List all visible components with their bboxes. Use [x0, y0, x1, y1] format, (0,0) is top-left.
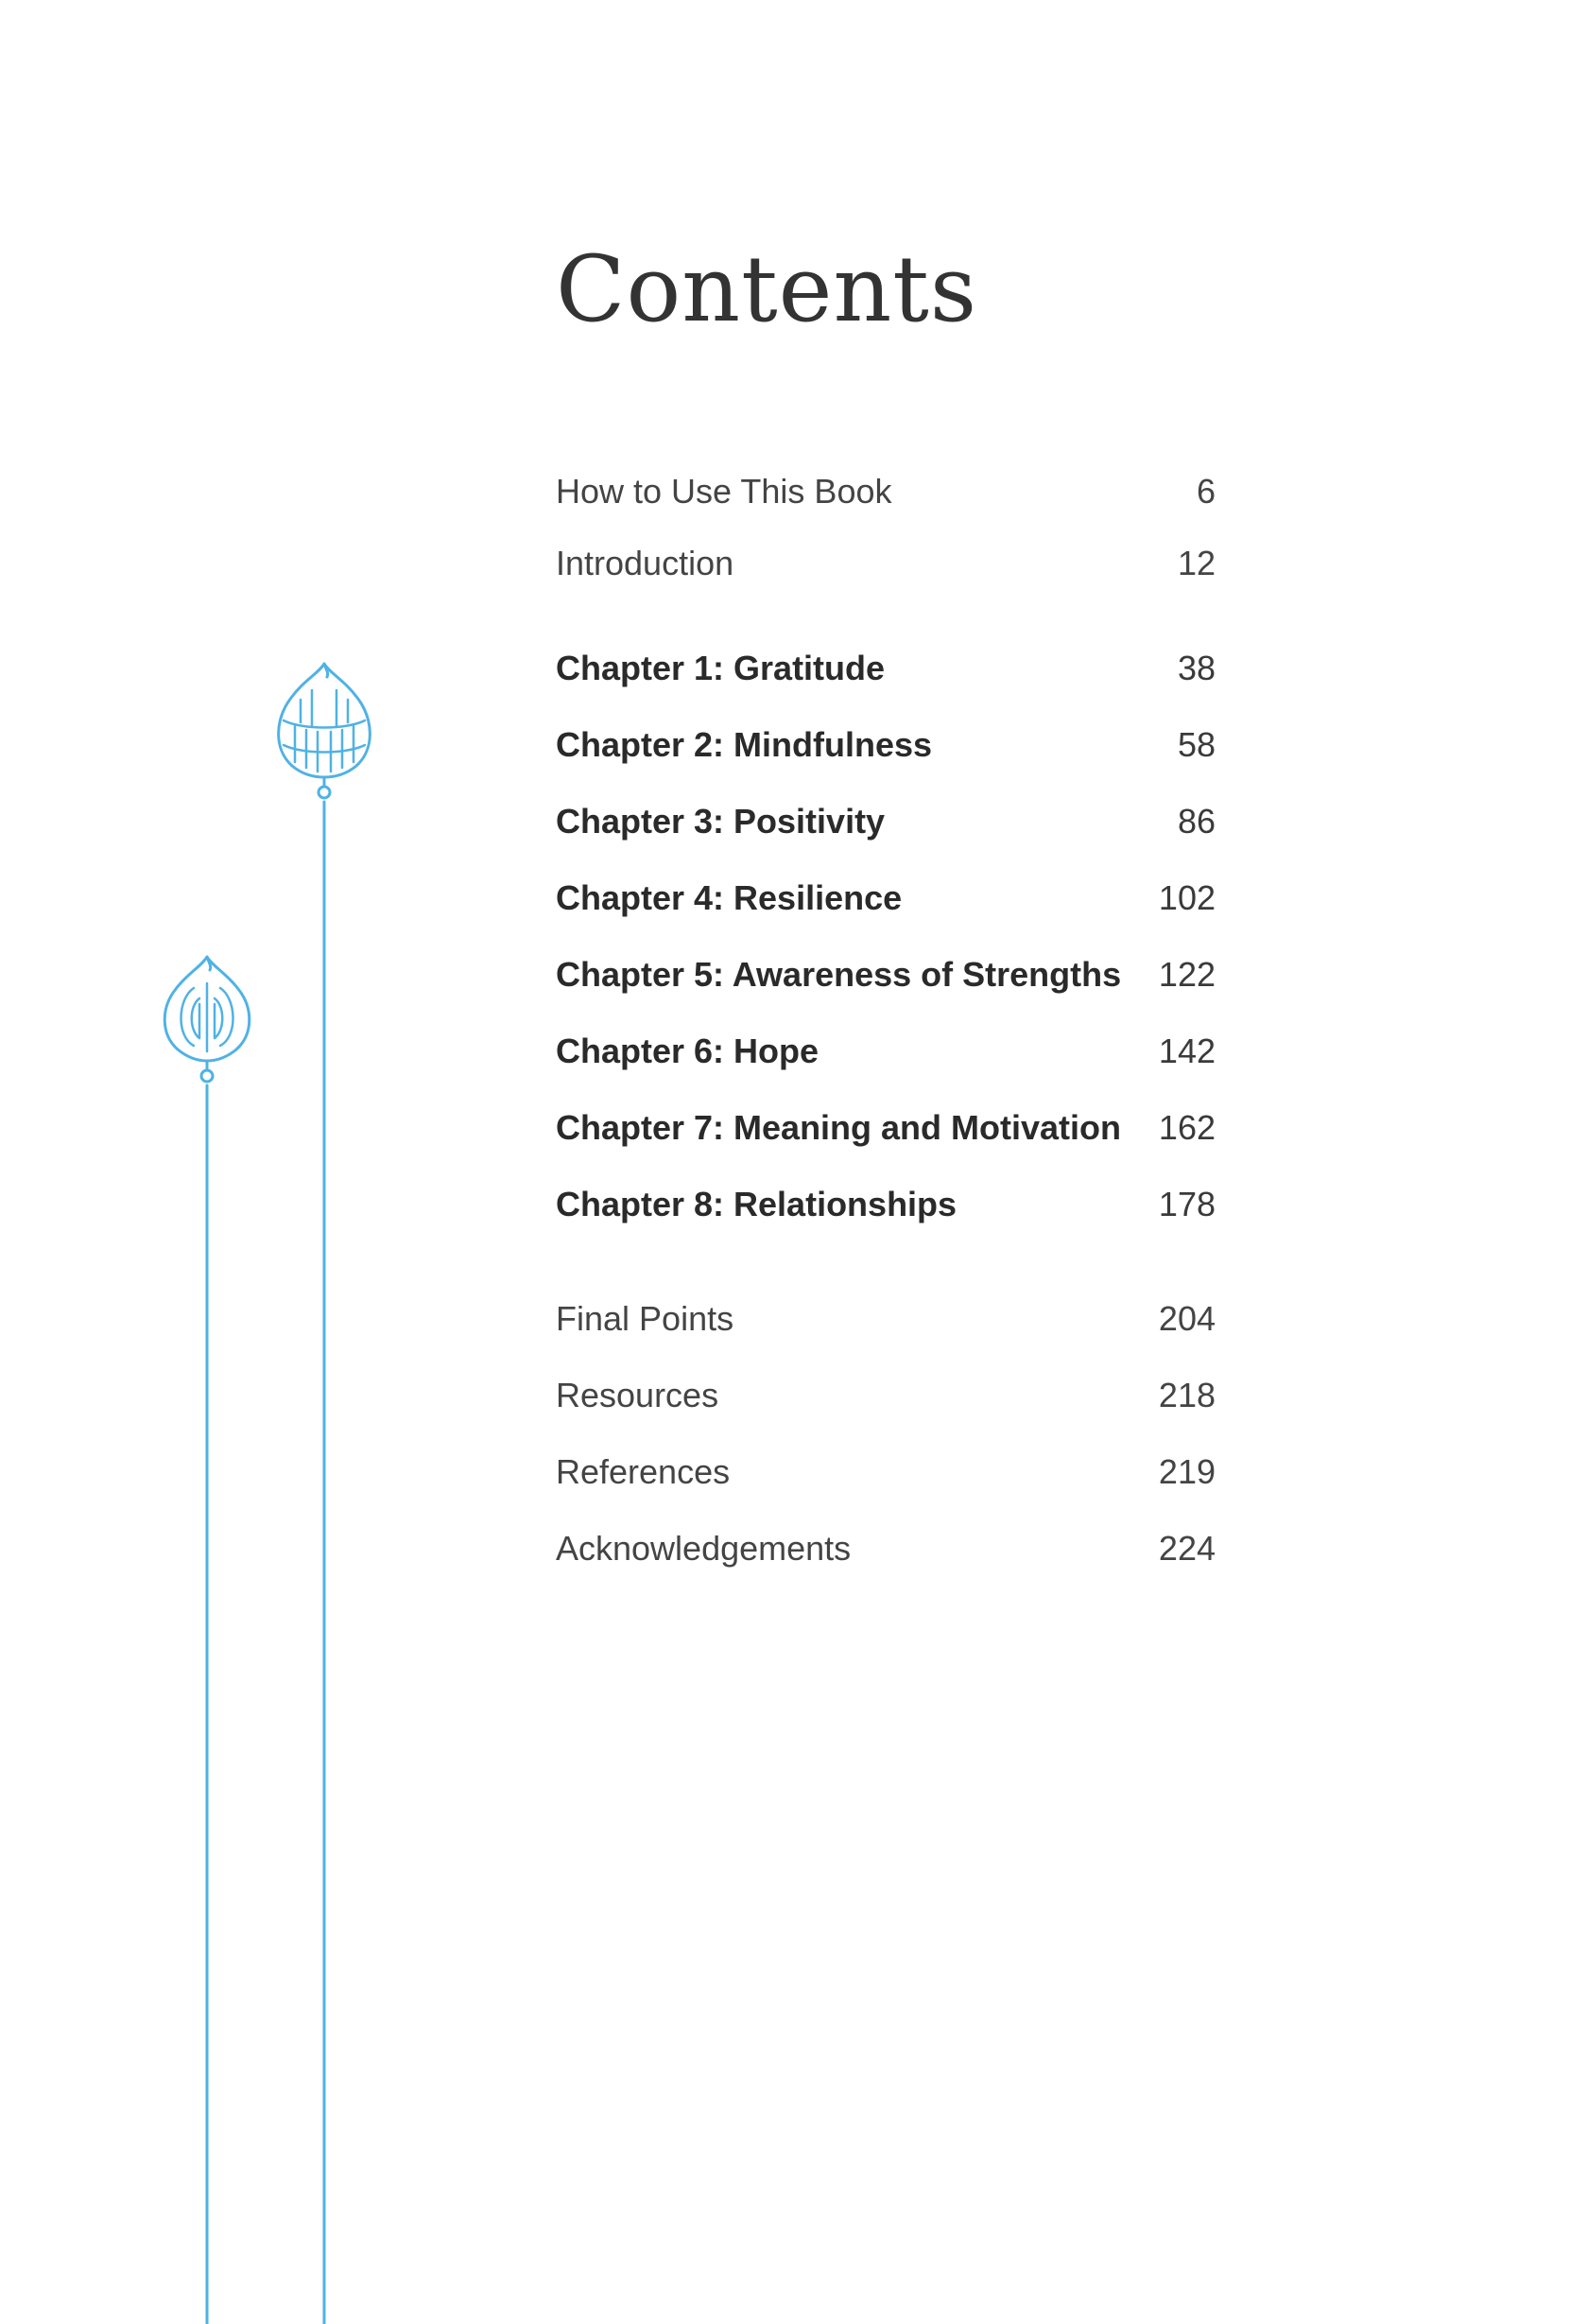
- toc-entry[interactable]: [556, 1367, 1216, 1424]
- tall-stem: [279, 664, 371, 2324]
- toc-entry-label: Chapter 1: Gratitude: [556, 649, 886, 687]
- toc-entry-page: 178: [1158, 1185, 1216, 1223]
- toc-entry-page: 218: [1158, 1376, 1216, 1414]
- toc-entry-page: 162: [1158, 1108, 1216, 1147]
- leaf-pendant-icon: [164, 957, 250, 1061]
- toc-entry-page: 6: [1196, 472, 1216, 511]
- toc-entry-label: Introduction: [556, 544, 734, 582]
- toc-entry-label: Chapter 2: Mindfulness: [556, 725, 933, 764]
- toc-entry-label: Chapter 8: Relationships: [556, 1185, 957, 1223]
- toc-chapter-entry[interactable]: [556, 870, 1216, 927]
- page-title: Contents: [556, 236, 978, 342]
- toc-entry-page: 12: [1177, 544, 1216, 582]
- short-stem: [164, 957, 250, 2324]
- toc-entry-page: 102: [1158, 878, 1216, 917]
- toc-entry-label: References: [556, 1452, 731, 1491]
- toc-chapter-entry[interactable]: [556, 1176, 1216, 1233]
- toc-entry-page: 122: [1158, 955, 1216, 994]
- toc-entry-page: 204: [1158, 1299, 1216, 1338]
- toc-entry-label: Final Points: [556, 1299, 734, 1338]
- toc-entry-page: 58: [1177, 725, 1216, 764]
- toc-chapter-entry[interactable]: [556, 1100, 1216, 1156]
- toc-chapter-entry[interactable]: [556, 793, 1216, 850]
- toc-entry[interactable]: [556, 1520, 1216, 1577]
- toc-entry-label: Resources: [556, 1376, 719, 1414]
- toc-entry-page: 224: [1158, 1529, 1216, 1568]
- toc-entry-page: 38: [1177, 649, 1216, 687]
- toc-chapter-entry[interactable]: [556, 717, 1216, 773]
- toc-entry-label: How to Use This Book: [556, 472, 892, 511]
- toc-entry-label: Chapter 5: Awareness of Strengths: [556, 955, 1122, 994]
- toc-chapter-entry[interactable]: [556, 1023, 1216, 1080]
- toc-entry-page: 142: [1158, 1032, 1216, 1070]
- toc-entry-label: Chapter 3: Positivity: [556, 802, 886, 841]
- toc-entry-label: Chapter 7: Meaning and Motivation: [556, 1108, 1122, 1147]
- toc-chapter-entry[interactable]: [556, 946, 1216, 1003]
- toc-entry[interactable]: [556, 463, 1216, 520]
- toc-entry-page: 219: [1158, 1452, 1216, 1491]
- leaf-pendant-icon: [279, 664, 371, 777]
- toc-chapter-entry[interactable]: [556, 640, 1216, 697]
- toc-entry-label: Chapter 4: Resilience: [556, 878, 903, 917]
- toc-entry-label: Chapter 6: Hope: [556, 1032, 819, 1070]
- toc-entry[interactable]: [556, 1291, 1216, 1347]
- toc-entry-label: Acknowledgements: [556, 1529, 852, 1568]
- toc-entry-page: 86: [1177, 802, 1216, 841]
- toc-entry[interactable]: [556, 535, 1216, 592]
- toc-entry[interactable]: [556, 1444, 1216, 1500]
